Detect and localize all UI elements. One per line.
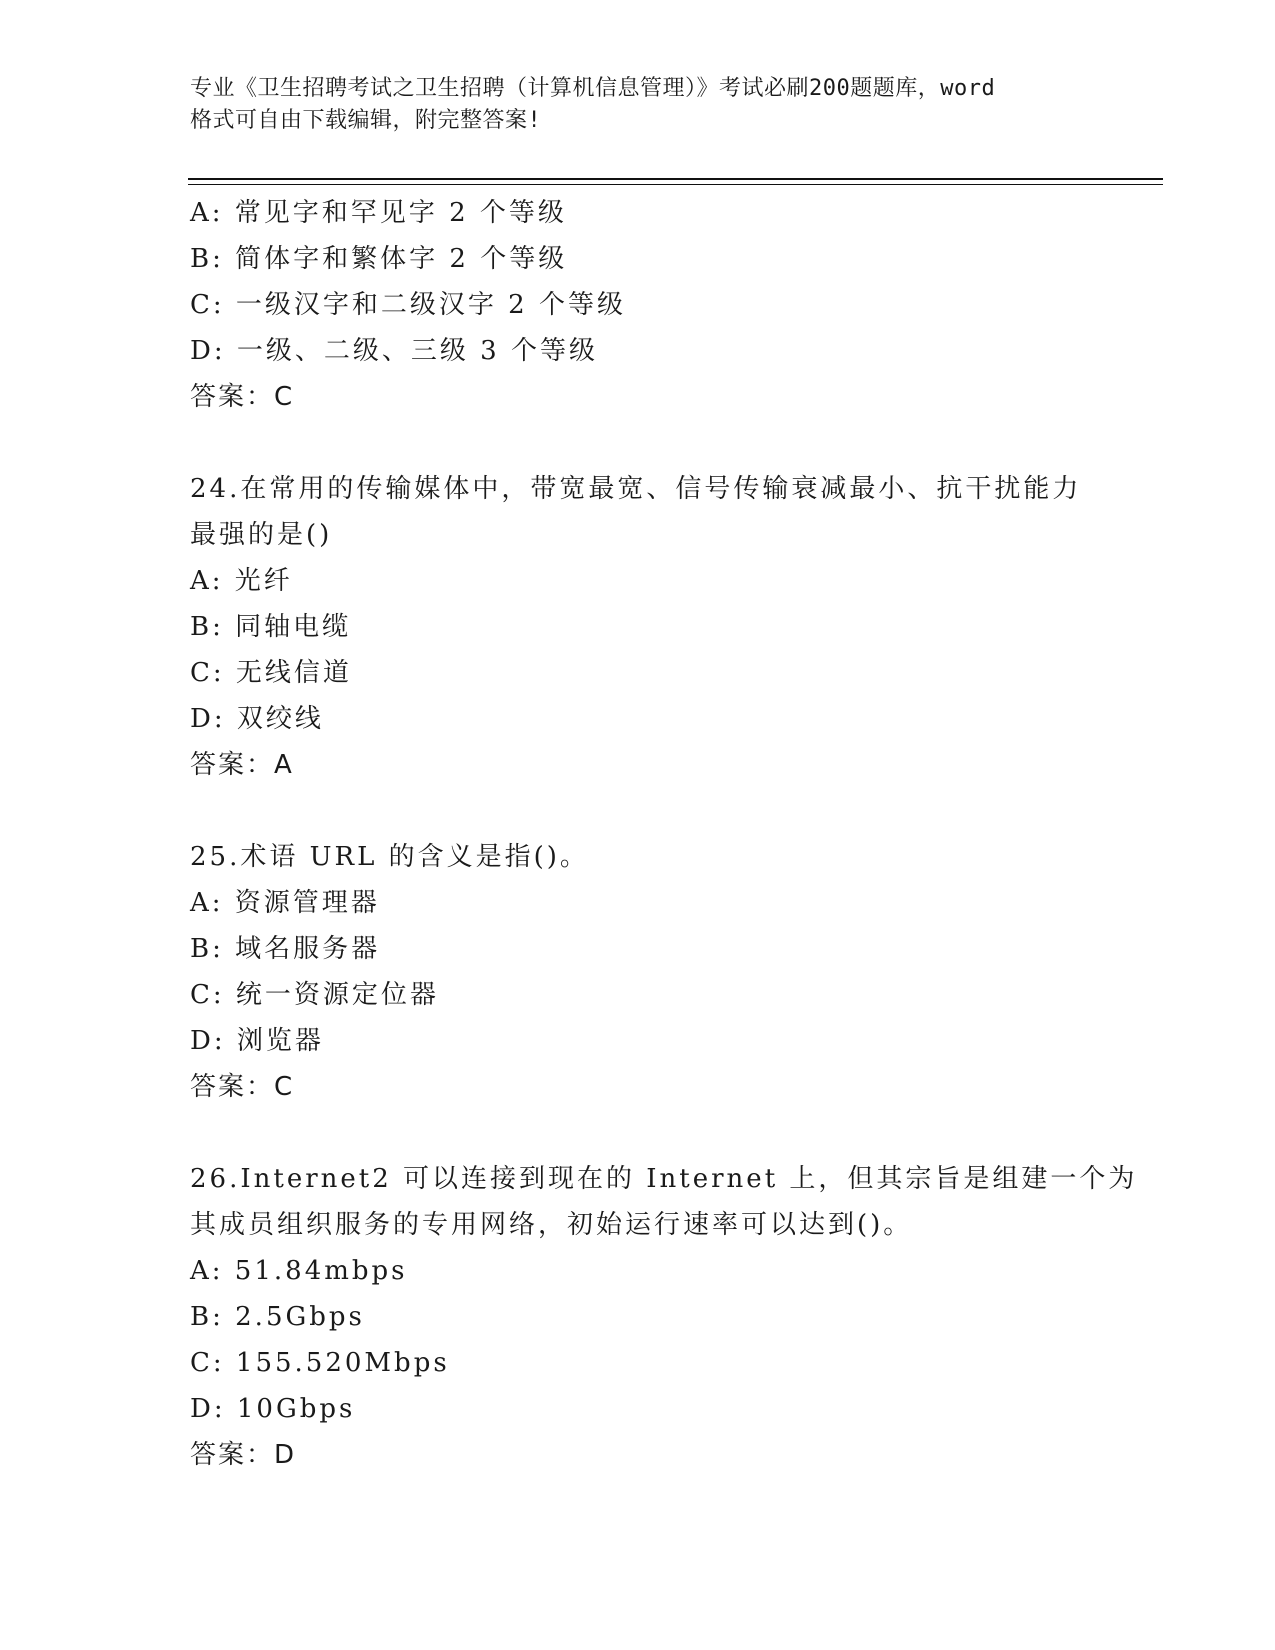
option-d: D: 浏览器 [190, 1026, 324, 1056]
spacer [190, 420, 1090, 466]
option-a: A: 光纤 [190, 566, 293, 596]
answer-line: 答案：D [190, 1440, 297, 1470]
option-c: C: 无线信道 [190, 658, 352, 688]
header-divider-thin [188, 184, 1163, 185]
document-header [190, 73, 1110, 137]
option-a: A: 常见字和罕见字 2 个等级 [190, 198, 567, 228]
option-a: A: 资源管理器 [190, 888, 380, 918]
option-c: C: 一级汉字和二级汉字 2 个等级 [190, 290, 626, 320]
question-text-line-2: 其成员组织服务的专用网络，初始运行速率可以达到()。 [190, 1210, 913, 1240]
question-block-24 [190, 466, 1090, 788]
question-text-line-2: 最强的是() [190, 520, 333, 550]
option-a: A: 51.84mbps [190, 1256, 408, 1286]
option-d: D: 一级、二级、三级 3 个等级 [190, 336, 598, 366]
header-divider-thick [188, 178, 1163, 180]
option-c: C: 统一资源定位器 [190, 980, 439, 1010]
header-title-line-2: 格式可自由下载编辑，附完整答案! [190, 108, 542, 133]
question-block-25 [190, 834, 1090, 1110]
option-b: B: 简体字和繁体字 2 个等级 [190, 244, 568, 274]
option-b: B: 同轴电缆 [190, 612, 352, 642]
question-block-26 [190, 1156, 1138, 1478]
question-list [190, 190, 1138, 1478]
answer-line: 答案：C [190, 382, 295, 412]
spacer [190, 1110, 1090, 1156]
answer-line: 答案：C [190, 1072, 295, 1102]
spacer [190, 788, 1090, 834]
option-c: C: 155.520Mbps [190, 1348, 450, 1378]
question-text: 25.术语 URL 的含义是指()。 [190, 842, 589, 872]
answer-line: 答案：A [190, 750, 294, 780]
header-title-line-1: 专业《卫生招聘考试之卫生招聘（计算机信息管理）》考试必刷200题题库，word [190, 76, 996, 101]
option-d: D: 双绞线 [190, 704, 324, 734]
question-text-line-1: 26.Internet2 可以连接到现在的 Internet 上，但其宗旨是组建一个为 [190, 1164, 1138, 1194]
option-b: B: 2.5Gbps [190, 1302, 365, 1332]
question-block-23 [190, 190, 1090, 420]
option-b: B: 域名服务器 [190, 934, 381, 964]
question-text-line-1: 24.在常用的传输媒体中，带宽最宽、信号传输衰减最小、抗干扰能力 [190, 474, 1082, 504]
option-d: D: 10Gbps [190, 1394, 356, 1424]
